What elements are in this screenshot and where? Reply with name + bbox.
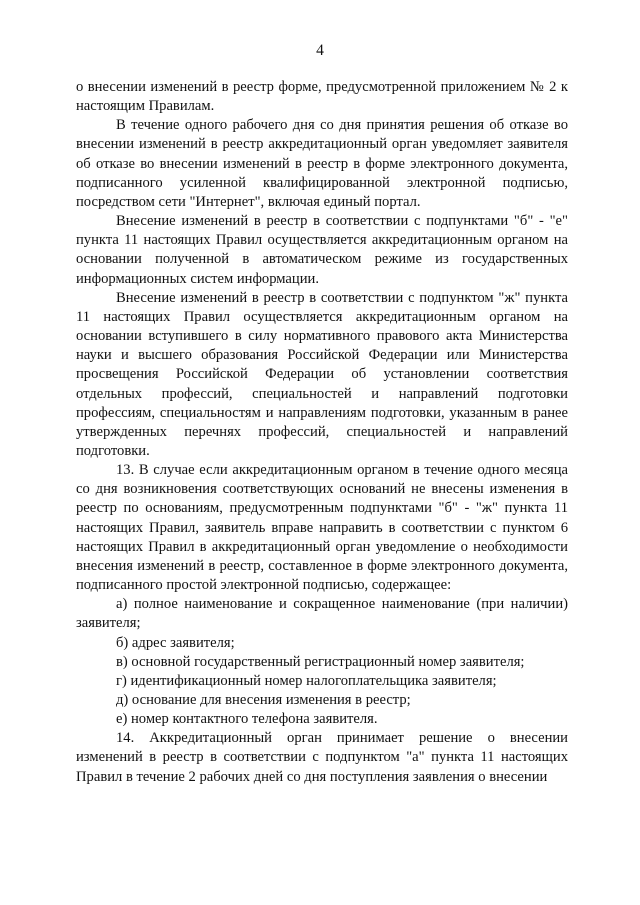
paragraph-clause-14: 14. Аккредитационный орган принимает решение о внесении изменений в реестр в соответствии с подпунктом "а" пункта 11 настоящих Правил в течение 2 рабочих дней со дня поступления заявления о внесении xyxy=(76,730,568,785)
document-body xyxy=(76,78,568,787)
paragraph-automatic-changes: Внесение изменений в реестр в соответствии с подпунктами "б" - "е" пункта 11 настоящих Правил осуществляется аккредитационным органом на основании полученной в автоматическом режиме из государственных информационных систем информации. xyxy=(76,213,568,287)
paragraph-continuation: о внесении изменений в реестр форме, предусмотренной приложением № 2 к настоящим Правилам. xyxy=(76,79,568,115)
list-item: е) номер контактного телефона заявителя. xyxy=(116,711,378,728)
paragraph-refusal-notice: В течение одного рабочего дня со дня принятия решения об отказе во внесении изменений в реестр аккредитационный орган уведомляет заявителя об отказе во внесении изменений в реестр в форме электронного документа, подписанного усиленной квалифицированной электронной подписью, посредством сети "Интернет", включая единый портал. xyxy=(76,117,568,210)
list-item: д) основание для внесения изменения в реестр; xyxy=(116,692,411,708)
paragraph-ministry-act: Внесение изменений в реестр в соответствии с подпунктом "ж" пункта 11 настоящих Правил осуществляется аккредитационным органом на основании вступившего в силу нормативного правового акта Министерства науки и высшего образования Российской Федерации или Министерства просвещения Российской Федерации об установлении соответствия отдельных профессий, специальностей и направлений подготовки профессиям, специальностям и направлениям подготовки, указанным в ранее утвержденных перечнях профессий, специальностей и направлений подготовки. xyxy=(76,289,568,459)
list-item: б) адрес заявителя; xyxy=(116,634,235,651)
page-number: 4 xyxy=(316,42,324,59)
paragraph-clause-13: 13. В случае если аккредитационным органом в течение одного месяца со дня возникновения соответствующих оснований не внесены изменения в реестр по основаниям, предусмотренным подпунктами "б" - "ж" пункта 11 настоящих Правил, заявитель вправе направить в соответствии с пунктом 6 настоящих Правил в аккредитационный орган уведомление о необходимости внесения изменений в реестр, составленное в форме электронного документа, подписанного простой электронной подписью, содержащее: xyxy=(76,462,568,594)
list-item: а) полное наименование и сокращенное наименование (при наличии) заявителя; xyxy=(76,596,568,632)
list-item: в) основной государственный регистрационный номер заявителя; xyxy=(116,653,525,670)
list-item: г) идентификационный номер налогоплательщика заявителя; xyxy=(116,672,497,689)
